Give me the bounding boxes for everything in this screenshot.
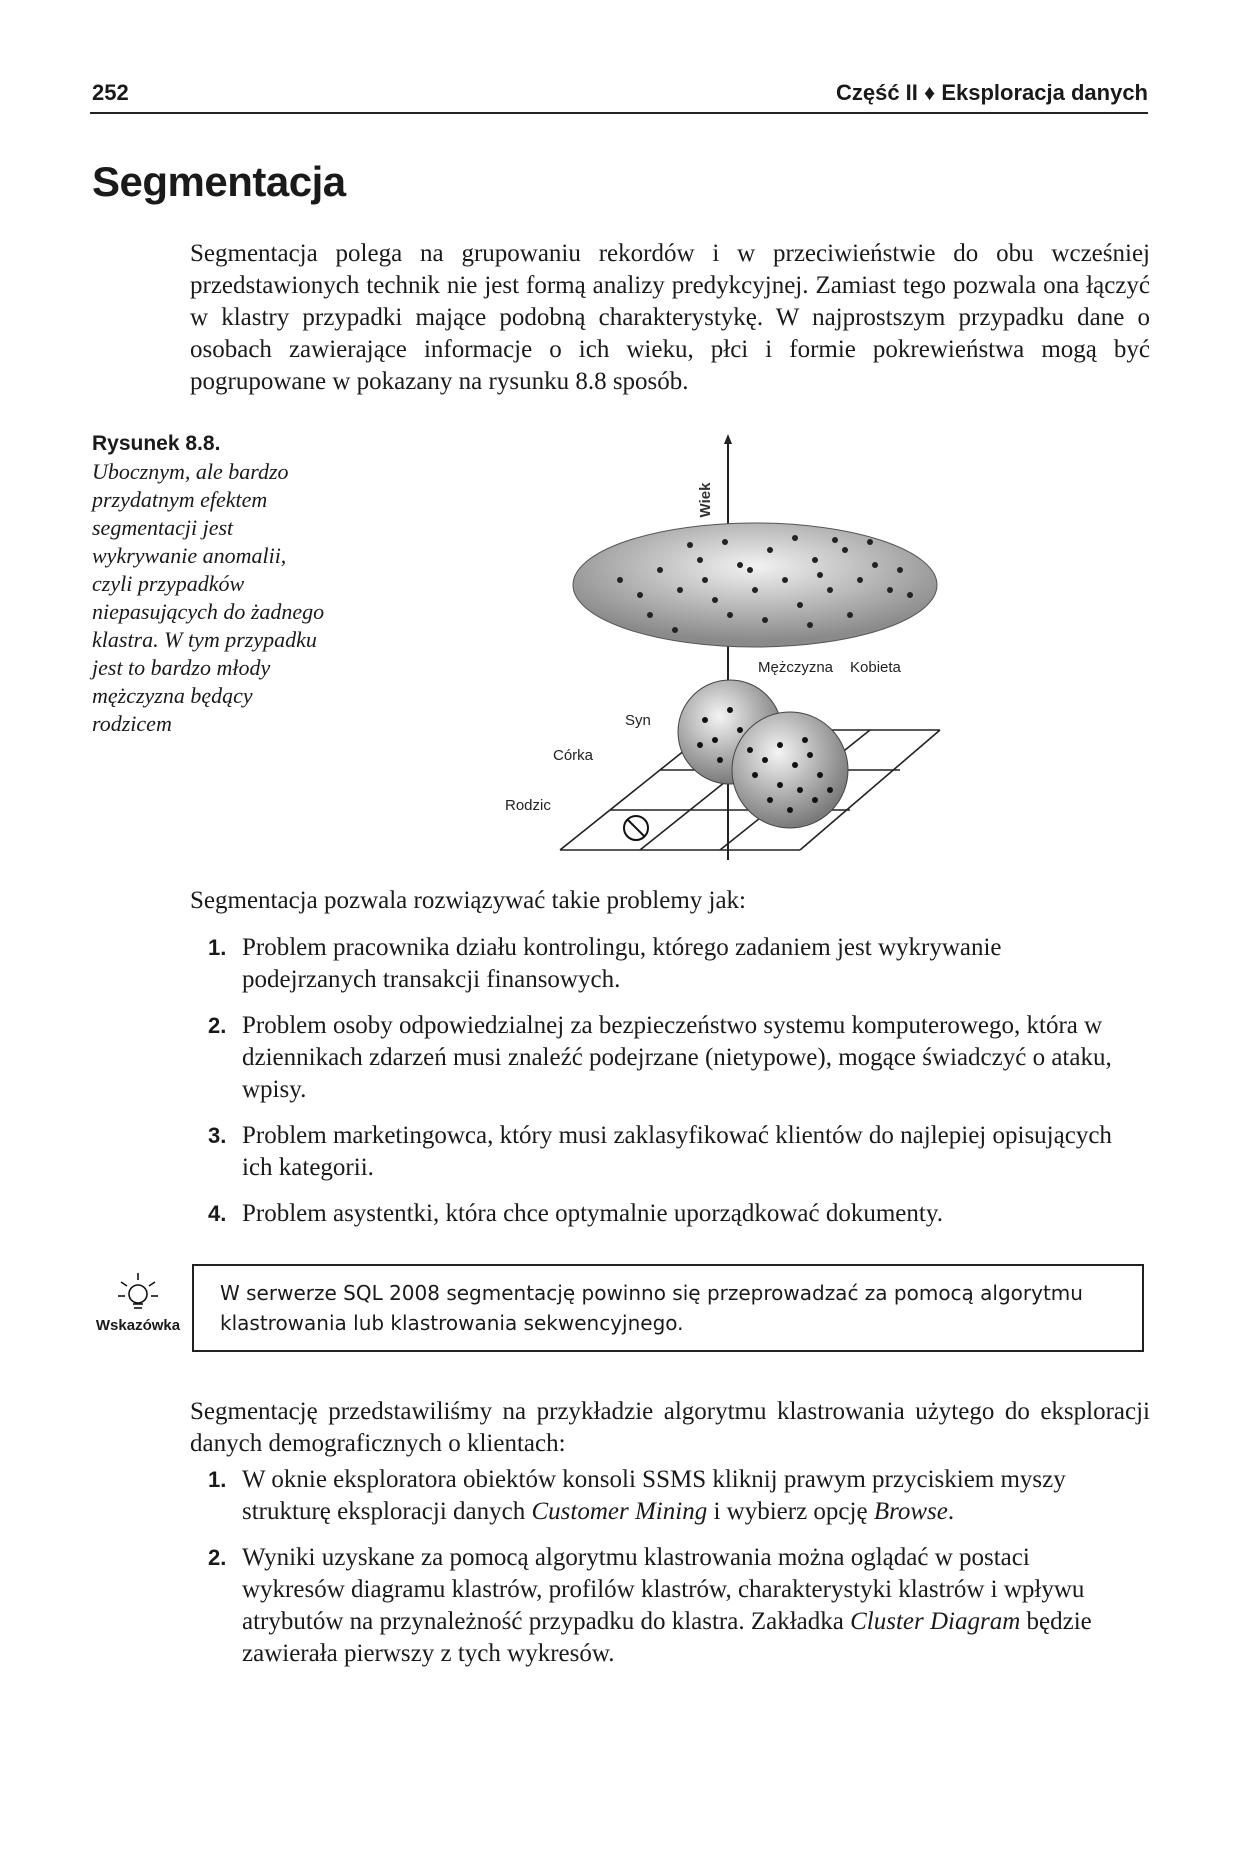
list-item [208, 1198, 1128, 1230]
segmentation-figure [500, 430, 980, 860]
problems-intro: Segmentacja pozwala rozwiązywać takie problemy jak: [190, 887, 747, 914]
list-text: Problem osoby odpowiedzialnej za bezpieczeństwo systemu komputerowego, która w dziennikach zdarzeń musi znaleźć podejrzane (nietypowe), mogące świadczyć o ataku, wpisy. [242, 1012, 1112, 1103]
list-number: 2. [208, 1013, 227, 1038]
emphasis: Browse [873, 1498, 948, 1525]
page-number: 252 [92, 80, 129, 105]
male-label: Mężczyzna [758, 659, 834, 676]
example-intro: Segmentację przedstawiliśmy na przykładzie algorytmu klastrowania użytego do eksploracji danych demograficznych o klientach: [190, 1398, 1150, 1457]
list-item [208, 1120, 1128, 1184]
emphasis: Cluster Diagram [850, 1608, 1021, 1635]
list-number: 1. [208, 935, 227, 960]
list-item [208, 1464, 1128, 1528]
tip-label: Wskazówka [95, 1317, 181, 1334]
figure-caption-text: Ubocznym, ale bardzo przydatnym efektem segmentacji jest wykrywanie anomalii, czyli przypadków niepasujących do żadnego klastra. W tym przypadku jest to bardzo młody mężczyzna będący rodzicem [92, 459, 325, 736]
figure-caption [92, 430, 332, 738]
figure-caption-label: Rysunek 8.8. [92, 432, 221, 455]
list-text: W oknie eksploratora obiektów konsoli SSMS kliknij prawym przyciskiem myszy strukturę eksploracji danych Customer Mining i wybierz opcję Browse. [242, 1466, 1066, 1525]
tip-callout [88, 1270, 188, 1350]
list-number: 2. [208, 1545, 227, 1570]
son-label: Syn [625, 712, 651, 729]
parent-label: Rodzic [505, 797, 551, 814]
daughter-label: Córka [553, 747, 594, 764]
list-item [208, 1542, 1128, 1670]
list-number: 4. [208, 1201, 227, 1226]
section-title: Segmentacja [92, 158, 346, 205]
list-number: 3. [208, 1123, 227, 1148]
age-axis-arrow [724, 434, 732, 444]
page-header [90, 78, 1148, 114]
emphasis: Customer Mining [531, 1498, 708, 1525]
female-label: Kobieta [850, 659, 901, 676]
list-text: Wyniki uzyskane za pomocą algorytmu klastrowania można oglądać w postaci wykresów diagramu klastrów, profilów klastrów, charakterystyki klastrów i wpływu atrybutów na przynależność przypadku do klastra. Zakładka Cluster Diagram będzie zawierała pierwszy z tych wykresów. [242, 1544, 1092, 1667]
list-item [208, 1010, 1128, 1106]
anomaly-marker [624, 816, 648, 840]
age-axis-label: Wiek [697, 482, 714, 518]
steps-list [208, 1464, 1128, 1684]
age-cluster-ellipse [573, 523, 937, 647]
list-item [208, 932, 1128, 996]
tip-box: W serwerze SQL 2008 segmentację powinno się przeprowadzać za pomocą algorytmu klastrowania lub klastrowania sekwencyjnego. [192, 1264, 1144, 1352]
problems-list [208, 932, 1128, 1244]
list-text: Problem pracownika działu kontrolingu, którego zadaniem jest wykrywanie podejrzanych transakcji finansowych. [242, 934, 1002, 993]
intro-paragraph: Segmentacja polega na grupowaniu rekordów i w przeciwieństwie do obu wcześniej przedstawionych technik nie jest formą analizy predykcyjnej. Zamiast tego pozwala ona łączyć w klastry przypadki mające podobną charakterystykę. W najprostszym przypadku dane o osobach zawierające informacje o ich wieku, płci i formie pokrewieństwa mogą być pogrupowane w pokazany na rysunku 8.8 sposób. [190, 240, 1150, 395]
list-text: Problem marketingowca, który musi zaklasyfikować klientów do najlepiej opisujących ich kategorii. [242, 1122, 1112, 1181]
list-text: Problem asystentki, która chce optymalnie uporządkować dokumenty. [242, 1200, 943, 1227]
lightbulb-icon [113, 1270, 163, 1316]
running-title: Część II ♦ Eksploracja danych [835, 80, 1148, 105]
list-number: 1. [208, 1467, 227, 1492]
